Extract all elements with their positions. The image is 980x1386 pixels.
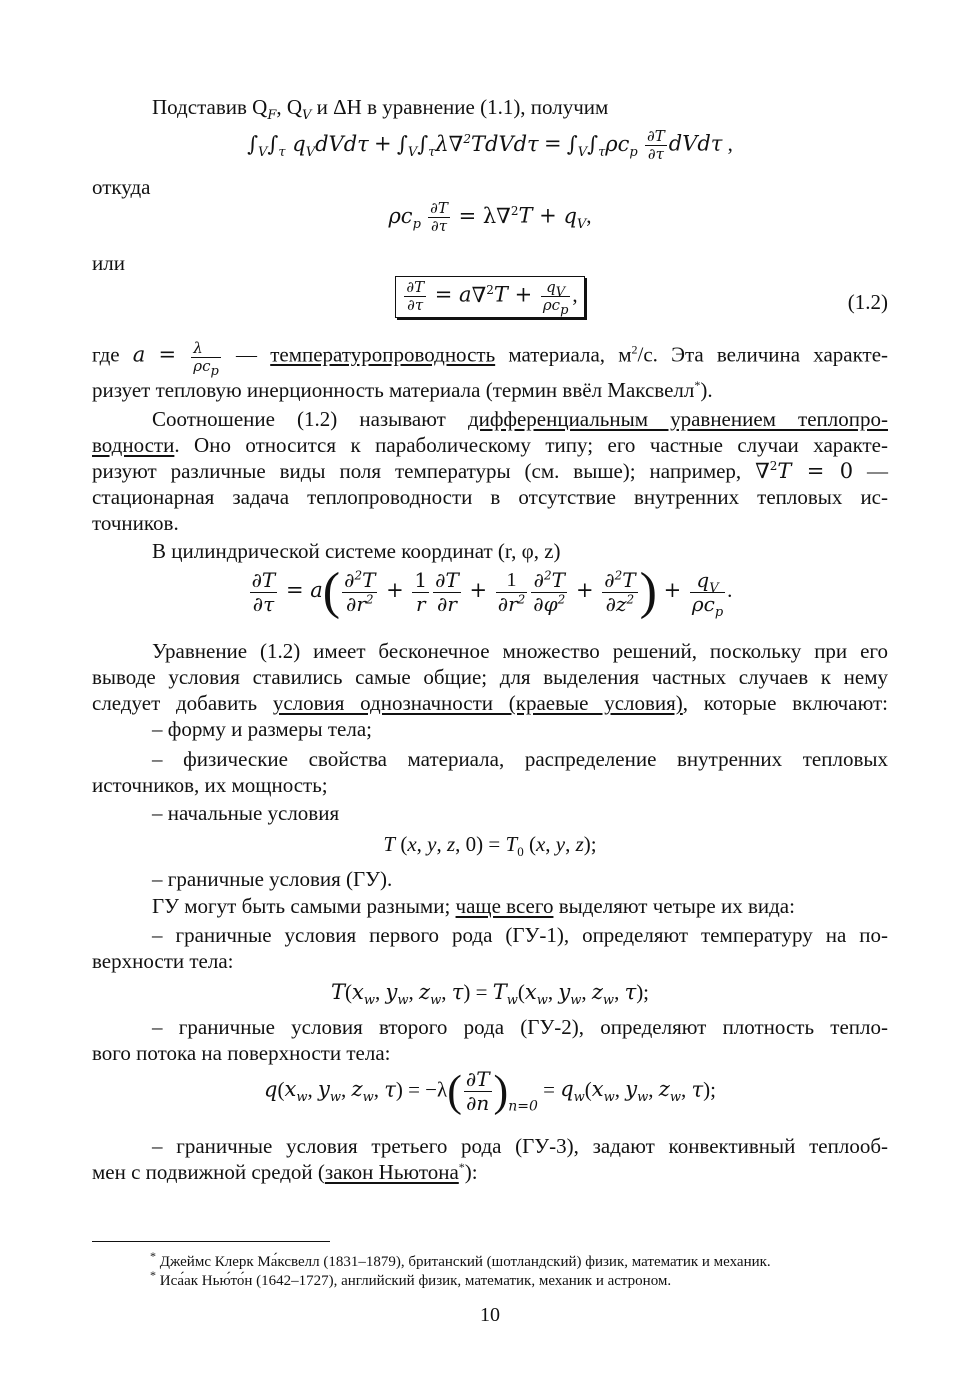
equation-cylindrical: $\frac{\partial T}{\partial\tau}$ = a( $\frac{\partial^2T}{\partial r^2}$ + $\frac{1}{r}$ $\frac{\partial T}{\partial r}$ + $\frac{1}{\partial r^2}$ $\frac{\partial^2T}{\partial\varphi^2}$ + $\frac{\partial^2T}{\partial z^2}$ ) + $\frac{q_V}{\rho c_p}$ .: [251, 563, 733, 620]
bc1-line1: – граничные условия первого рода (ГУ-1), определяют температуру на по-: [152, 923, 888, 947]
list-item-properties-1: – физические свойства материала, распределение внутренних тепловых: [152, 747, 888, 771]
term-link-most-often[interactable]: чаще всего: [455, 894, 554, 918]
list-item-boundary: – граничные условия (ГУ).: [152, 867, 393, 891]
para2-line4: стационарная задача теплопроводности в отсутствие внутренних тепловых ис-: [92, 485, 888, 509]
para2-line5: точников.: [92, 511, 179, 535]
bc3-line2: мен с подвижной средой (закон Ньютона*):: [92, 1160, 478, 1184]
bc-intro: ГУ могут быть самыми разными; чаще всего выделяют четыре их вида:: [152, 894, 795, 918]
list-item-shape: – форму и размеры тела;: [152, 717, 372, 741]
bc3-line1: – граничные условия третьего рода (ГУ-3), задают конвективный теплооб-: [152, 1134, 888, 1158]
para4-line3: следует добавить условия однозначности (краевые условия), которые включают:: [92, 691, 888, 715]
term-link-thermal-diffusivity[interactable]: температуропроводность: [270, 342, 496, 367]
term-link-newton-law[interactable]: закон Ньютона: [324, 1160, 459, 1184]
term-link-diff-eq[interactable]: дифференциальным уравнением теплопро-: [467, 407, 888, 431]
bc2-line1: – граничные условия второго рода (ГУ-2), определяют плотность тепло-: [152, 1015, 888, 1039]
term-link-diff-eq-cont[interactable]: водности: [92, 433, 175, 457]
equation-bc2: $q(x_w$, $y_w$, $z_w$, τ) = −λ( $\frac{\partial T}{\partial n}$ )$_{n=0} = q_w(x_w$, $y_w$, $z_w$, τ);: [264, 1066, 716, 1116]
intro-line: Подставив $Q_F$, $Q_V$ и ΔH в уравнение (1.1), получим: [152, 95, 609, 124]
equation-initial-condition: T (x, y, z, $0) = T_0$ (x, y, z);: [383, 832, 597, 860]
definition-line: где a = $\frac{\lambda}{\rho c_p}$ — температуропроводность материала, $м^2/с$. Эта величина характе-: [92, 339, 889, 380]
para2-line1: Соотношение (1.2) называют дифференциальным уравнением теплопро-: [152, 407, 888, 431]
equation-number: (1.2): [847, 290, 888, 314]
para2-line3: ризуют различные виды поля температуры (см. выше); например, ∇$^2$T = 0 —: [92, 459, 889, 483]
para4-line1: Уравнение (1.2) имеет бесконечное множество решений, поскольку при его: [152, 639, 888, 663]
para2-line2: водности. Оно относится к параболическому типу; его частные случаи характе-: [92, 433, 888, 457]
list-item-initial: – начальные условия: [152, 801, 340, 825]
equation-heat-conduction: $\rho c_p$ $\frac{\partial T}{\partial\tau}$ = $\lambda\nabla^2T + q_V$,: [388, 199, 592, 236]
equation-energy-balance: $\int_V\int_\tau$ $q_VdVd\tau$ + $\int_V\int_\tau\lambda\nabla^2TdVd\tau = \int_V\int_\tau\rho c_p$ $\frac{\partial T}{\partial\tau}$ dVdτ ,: [247, 127, 733, 164]
cylindrical-intro: В цилиндрической системе координат (r, φ, z): [152, 539, 561, 563]
term-link-uniqueness-conditions[interactable]: условия однозначности (краевые условия): [272, 691, 683, 715]
definition-line-2: ризует тепловую инерционность материала (термин ввёл Максвелл*).: [92, 378, 713, 402]
equation-1-2-boxed: $\frac{\partial T}{\partial\tau}$ = a∇$^2$T + $\frac{q_V}{\rho c_p}$ ,: [92, 276, 888, 318]
word-otkuda: откуда: [92, 175, 151, 199]
bc2-line2: вого потока на поверхности тела:: [92, 1041, 391, 1065]
list-item-properties-2: источников, их мощность;: [92, 773, 328, 797]
equation-bc1: $T(x_w$, $y_w$, $z_w$, $\tau) = T_w(x_w$, $y_w$, $z_w$, τ);: [330, 980, 650, 1009]
footnote-newton: * Иса́ак Нью́то́н (1642–1727), английский физик, математик, механик и астроном.: [150, 1268, 672, 1289]
footnote-maxwell: * Джеймс Клерк Ма́ксвелл (1831–1879), британский (шотландский) физик, математик и механик.: [150, 1249, 771, 1270]
para4-line2: выводе условия ставились самые общие; для выделения частных случаев к нему: [92, 665, 888, 689]
footnote-rule: [92, 1241, 330, 1242]
bc1-line2: верхности тела:: [92, 949, 234, 973]
word-ili: или: [92, 251, 125, 275]
page-number: 10: [480, 1304, 500, 1326]
